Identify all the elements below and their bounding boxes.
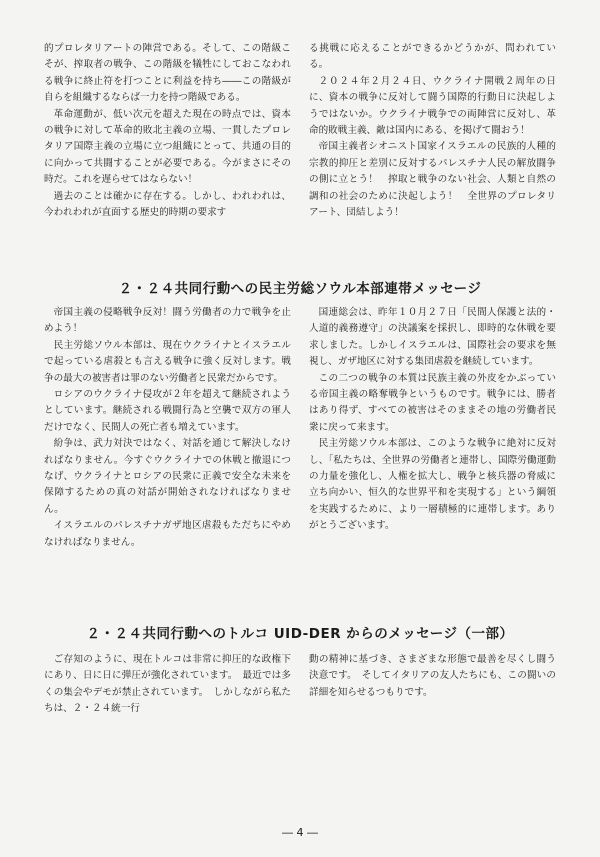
uid-der-left-column — [44, 652, 291, 718]
paragraph: ２０２４年２月２４日、ウクライナ開戦２周年の日に、資本の戦争に反対して闘う国際的行動日に決起しようではないか。ウクライナ戦争での両陣営に反対し、革命的敗戦主義、敵は国内にある、を掲げて闘おう！ — [309, 75, 556, 137]
paragraph: 帝国主義者シオニスト国家イスラエルの民族的人種的宗教的抑圧と差別に反対するパレスチナ人民の解放闘争の側に立とう！ 搾取と戦争のない社会、人類と自然の調和の社会のために決起しよう！ 全世界のプロレタリアート、団結しよう！ — [309, 141, 556, 219]
top-continuation-section — [44, 41, 556, 221]
paragraph: 帝国主義の侵略戦争反対！闘う労働者の力で戦争を止めよう！ — [44, 307, 291, 335]
paragraph: この二つの戦争の本質は民族主義の外皮をかぶっている帝国主義の略奪戦争というものです。戦争には、勝者はあり得ず、すべての被害はそのままその地の労働者民衆に戻って来ます。 — [309, 372, 556, 433]
section-heading-uid-der: ２・２４共同行動へのトルコ UID-DER からのメッセージ（一部） — [86, 626, 514, 642]
paragraph: 的プロレタリアートの陣営である。そして、この階級こそが、搾取者の戦争、この階級を犠牲にしておこなわれる戦争に終止符を打つことに利益を持ち――この階級が自らを組織するならば一力を持つ階級である。 — [44, 43, 291, 104]
paragraph: ロシアのウクライナ侵攻が２年を超えて継続されようとしています。継続される戦闘行為と空襲で双方の軍人だけでなく、民間人の死亡者も増えています。 — [44, 389, 291, 433]
paragraph: 革命運動が、低い次元を超えた現在の時点では、資本の戦争に対して革命的敗北主義の立場、一貫したプロレタリア国際主義の立場に立つ組織にとって、共通の目的に向かって共闘することが必要である。今がまさにその時だ。これを遅らせてはならない！ — [44, 108, 291, 186]
top-left-column — [44, 41, 291, 221]
kctu-right-column — [309, 305, 556, 551]
kctu-message-section — [44, 305, 556, 551]
paragraph: 民主労総ソウル本部は、現在ウクライナとイスラエルで起っている虐殺とも言える戦争に強く反対します。戦争の最大の被害者は罪のない労働者と民衆だからです。 — [44, 339, 291, 384]
paragraph: 民主労総ソウル本部は、このような戦争に絶対に反対し、「私たちは、全世界の労働者と連帯し、国際労働運動の力量を強化し、人権を拡大し、戦争と核兵器の脅威に立ち向かい、恒久的な世界平和を実現する」という綱領を実践するために、より一層積極的に連帯します。ありがとうございます。 — [309, 438, 556, 532]
paragraph: ご存知のように、現在トルコは非常に抑圧的な政権下にあり、日に日に弾圧が強化されています。 最近では多くの集会やデモが禁止されています。 しかしながら私たちは、２・２４統一行 — [44, 654, 291, 715]
uid-der-right-column — [309, 652, 556, 718]
paragraph: 紛争は、武力対決ではなく、対話を通じて解決しなければなりません。今すぐウクライナでの休戦と撤退につなげ、ウクライナとロシアの民衆に正義で安全な未来を保障するための真の対話が開始されなければなりません。 — [44, 438, 291, 515]
section-heading-kctu: ２・２４共同行動への民主労総ソウル本部連帯メッセージ — [118, 281, 482, 297]
top-right-column — [309, 41, 556, 221]
paragraph: 過去のことは確かに存在する。しかし、われわれは、今われわれが直面する歴史的時期の要求す — [44, 190, 291, 219]
paragraph: 動の精神に基づき、さまざまな形態で最善を尽くし闘う決意です。 そしてイタリアの友人たちにも、この闘いの詳細を知らせるつもりです。 — [309, 654, 556, 698]
uid-der-message-section — [44, 652, 556, 718]
paragraph: イスラエルのパレスチナガザ地区虐殺もただちにやめなければなりません。 — [44, 520, 291, 548]
paragraph: 国連総会は、昨年１０月２７日「民間人保護と法的・人道的義務遵守」の決議案を採択し、即時的な休戦を要求しました。しかしイスラエルは、国際社会の要求を無視し、ガザ地区に対する集団虐殺を継続しています。 — [309, 307, 556, 368]
kctu-left-column — [44, 305, 291, 551]
paragraph: る挑戦に応えることができるかどうかが、問われている。 — [309, 43, 556, 71]
page-number: ― 4 ― — [282, 826, 318, 839]
